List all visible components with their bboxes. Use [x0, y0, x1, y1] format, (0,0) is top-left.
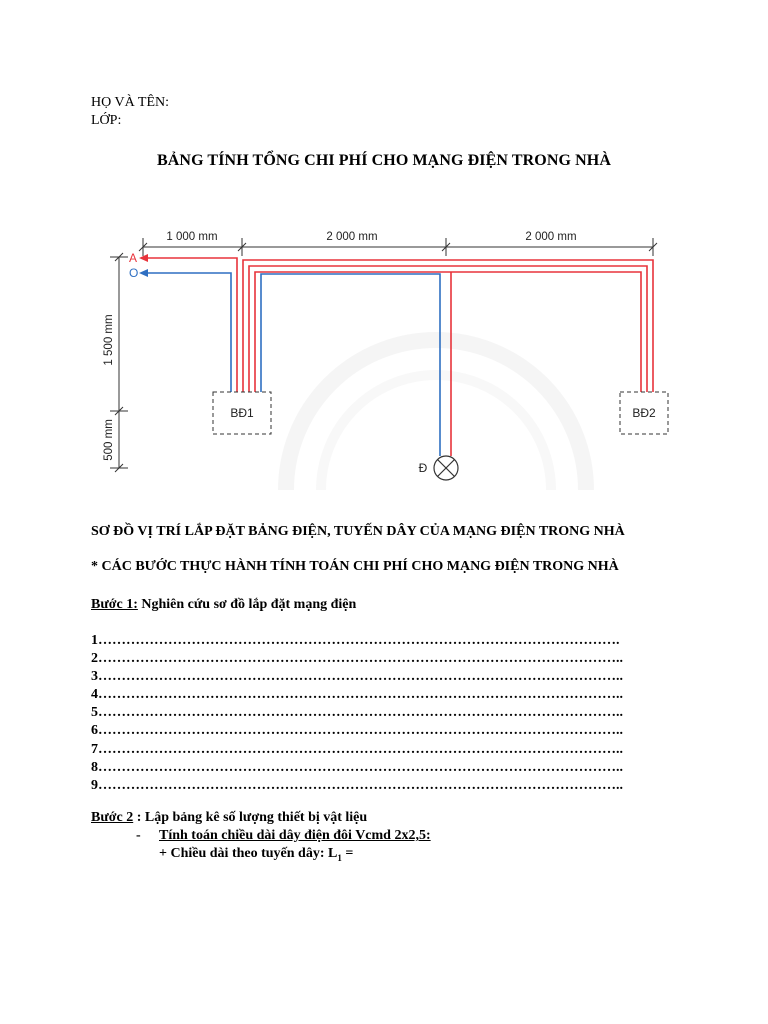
phase-label: A: [129, 251, 138, 265]
vertical-dim-1: 1 500 mm: [103, 314, 115, 366]
step1-text: Nghiên cứu sơ đồ lắp đặt mạng điện: [137, 597, 357, 612]
step2-bullet: -: [136, 828, 141, 843]
step2-sub-heading: Tính toán chiều dài dây điện đôi Vcmd 2x2,5:: [159, 828, 431, 843]
blank-line[interactable]: 9…………………………………………………………………………………………………..: [91, 777, 623, 793]
vertical-dim-2: 500 mm: [103, 419, 115, 461]
blank-line[interactable]: 7…………………………………………………………………………………………………..: [91, 741, 623, 757]
blank-line[interactable]: 1………………………………………………………………………………………………….: [91, 633, 620, 648]
length-subscript: 1: [337, 852, 342, 863]
step1: [91, 597, 356, 613]
wiring-diagram: [96, 212, 686, 490]
length-eq: =: [341, 846, 354, 861]
class-label: LỚP:: [91, 113, 122, 128]
blank-line[interactable]: 4…………………………………………………………………………………………………..: [91, 687, 623, 703]
dim-label-1: 1 000 mm: [166, 231, 218, 243]
blank-lines: [91, 632, 623, 795]
blank-line[interactable]: 5…………………………………………………………………………………………………..: [91, 705, 623, 721]
dim-label-3: 2 000 mm: [525, 231, 577, 243]
step1-label: Bước 1:: [91, 597, 138, 612]
steps-heading: * CÁC BƯỚC THỰC HÀNH TÍNH TOÁN CHI PHÍ CHO MẠNG ĐIỆN TRONG NHÀ: [91, 559, 619, 574]
length-line-text: + Chiều dài theo tuyến dây: L: [159, 846, 338, 861]
length-line: [159, 846, 353, 863]
blank-line[interactable]: 8…………………………………………………………………………………………………..: [91, 759, 623, 775]
dim-label-2: 2 000 mm: [326, 231, 378, 243]
blank-line[interactable]: 3…………………………………………………………………………………………………..: [91, 669, 623, 685]
step2-label: Bước 2: [91, 810, 134, 825]
diagram-caption: SƠ ĐỒ VỊ TRÍ LẮP ĐẶT BẢNG ĐIỆN, TUYẾN DÂY CỦA MẠNG ĐIỆN TRONG NHÀ: [91, 524, 625, 539]
step2-text: : Lập bảng kê số lượng thiết bị vật liệu: [133, 810, 368, 825]
step2: [91, 810, 367, 826]
name-label: HỌ VÀ TÊN:: [91, 95, 170, 110]
panel-bd1-label: BĐ1: [230, 406, 254, 420]
panel-bd2-label: BĐ2: [632, 406, 656, 420]
lamp-label: Đ: [418, 461, 428, 475]
neutral-label: O: [129, 266, 139, 280]
blank-line[interactable]: 2…………………………………………………………………………………………………..: [91, 651, 623, 667]
page-title: BẢNG TÍNH TỔNG CHI PHÍ CHO MẠNG ĐIỆN TRONG NHÀ: [157, 152, 611, 169]
blank-line[interactable]: 6…………………………………………………………………………………………………..: [91, 723, 623, 739]
lamp-icon: [434, 456, 458, 480]
